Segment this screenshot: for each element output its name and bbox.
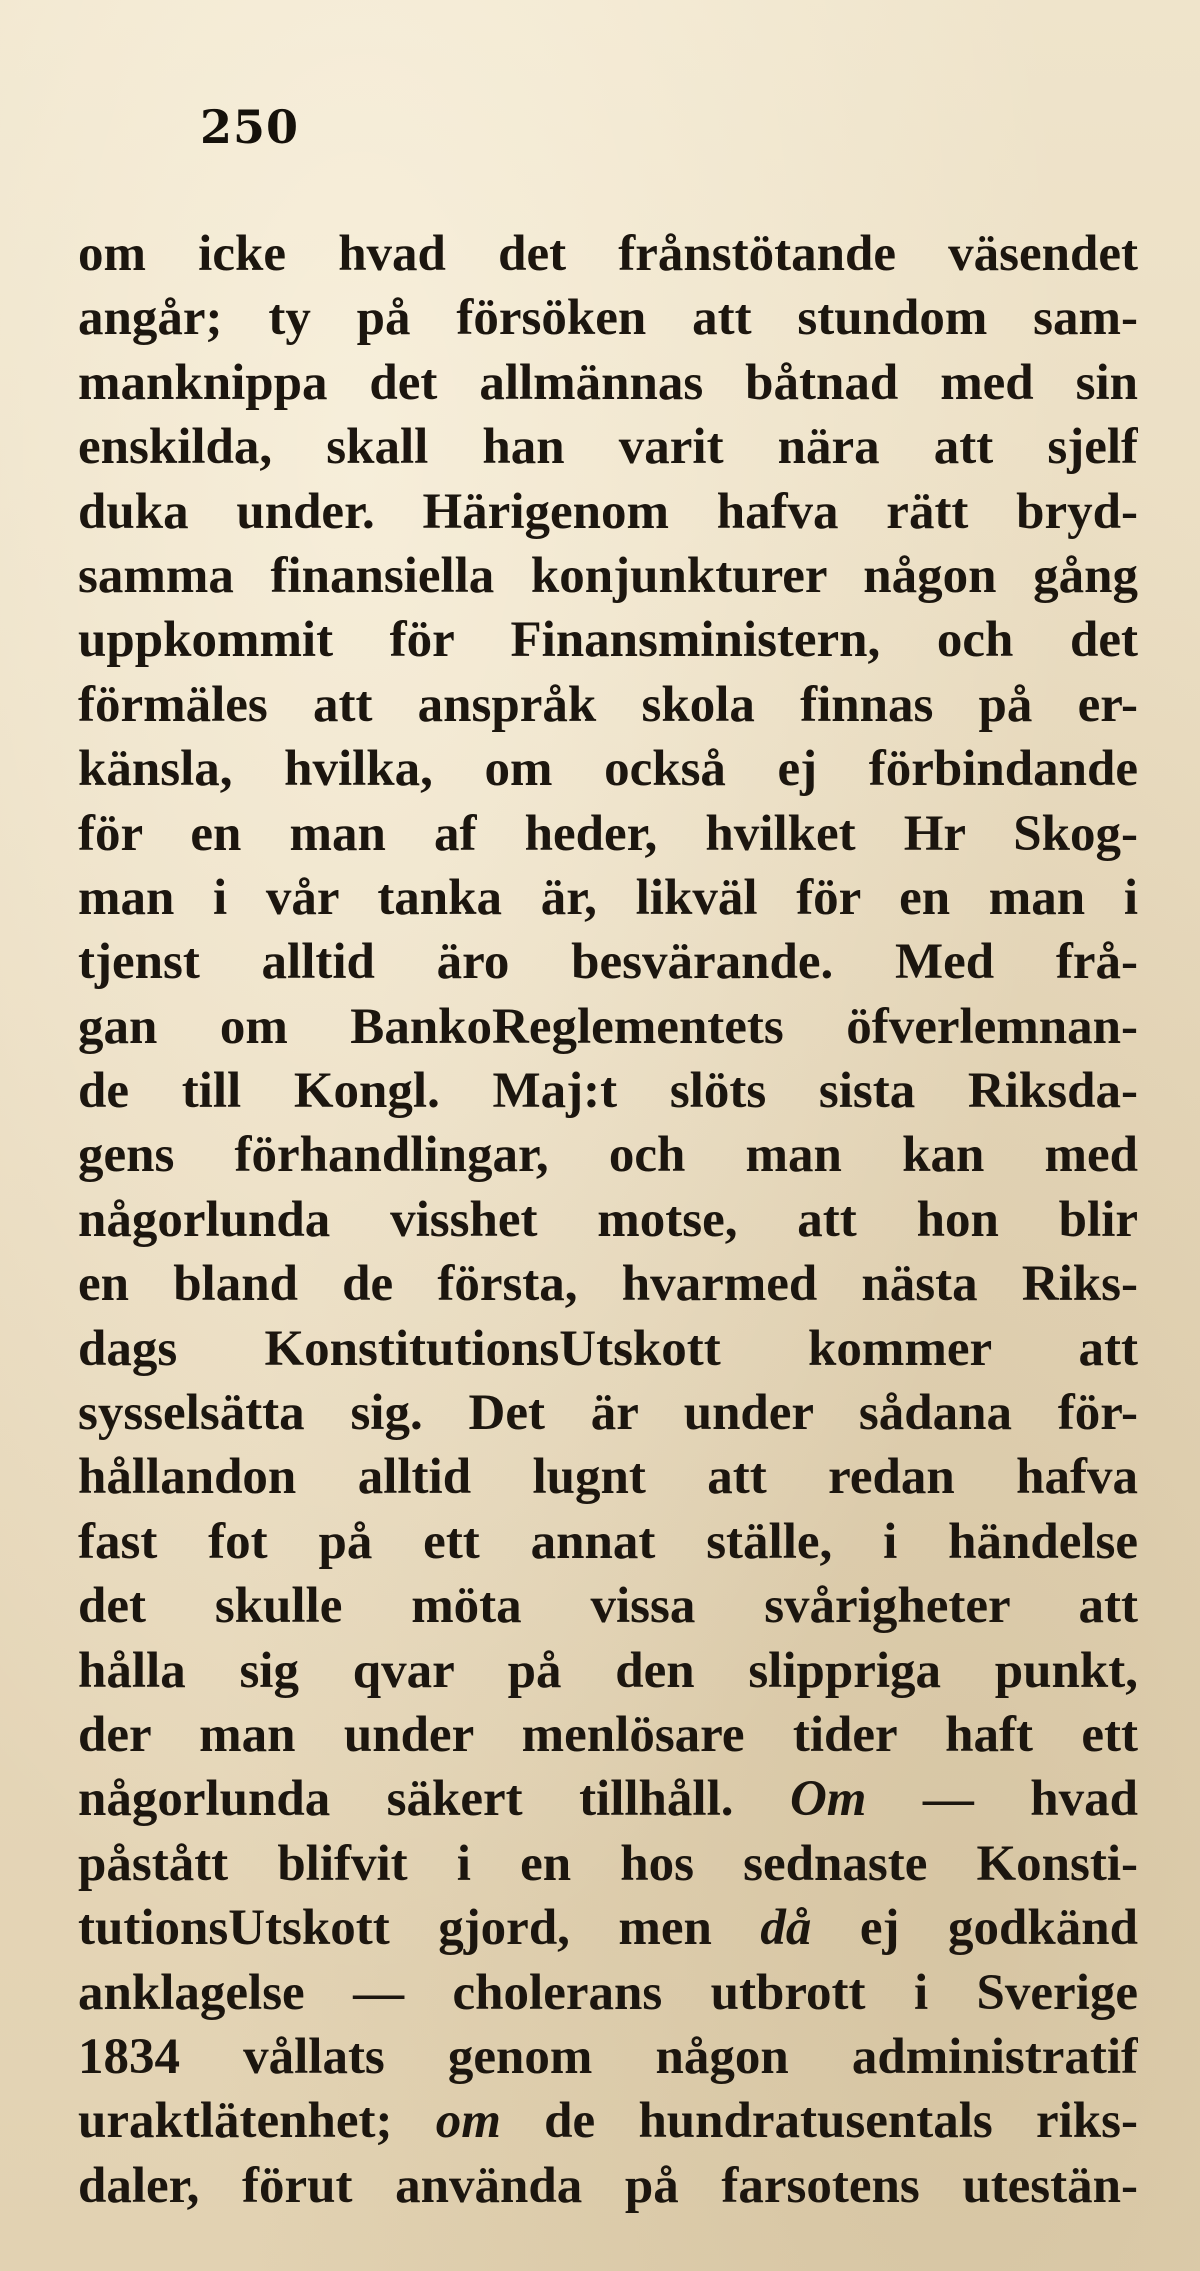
text-segment: manknippa det allmännas båtnad med sin [78,354,1138,411]
text-line [78,1703,1138,1767]
text-segment: enskilda, skall han varit nära att sjelf [78,419,1138,476]
text-line [78,866,1138,930]
text-segment: hållandon alltid lugnt att redan hafva [78,1449,1138,1506]
text-line [78,1574,1138,1638]
text-line [78,1317,1138,1381]
text-segment: om icke hvad det frånstötande väsendet [78,226,1138,282]
text-segment: gan om BankoReglementets öfverlemnan- [78,998,1138,1055]
text-line [78,286,1138,350]
text-segment: de hundratusentals riks- [500,2093,1138,2150]
text-line [78,930,1138,994]
text-segment: angår; ty på försöken att stundom sam- [78,290,1138,347]
text-line [78,1961,1138,2025]
text-segment: der man under menlösare tider haft ett [78,1706,1138,1763]
text-line [78,737,1138,801]
text-segment: en bland de första, hvarmed nästa Riks- [78,1256,1138,1313]
text-segment: uppkommit för Finansministern, och det [78,612,1138,669]
body-text [78,222,1138,2218]
text-segment: dags KonstitutionsUtskott kommer att [78,1320,1138,1377]
text-segment: 1834 vållats genom någon administratif [78,2028,1138,2085]
text-line [78,351,1138,415]
italic-segment: om [435,2093,501,2150]
text-segment: hålla sig qvar på den slippriga punkt, [78,1642,1138,1699]
text-line [78,995,1138,1059]
text-line [78,1639,1138,1703]
text-segment: sysselsätta sig. Det är under sådana för- [78,1385,1138,1442]
text-segment: uraktlätenhet; [78,2093,436,2150]
text-segment: — hvad [866,1771,1138,1828]
text-line [78,1445,1138,1509]
text-line [78,544,1138,608]
text-line [78,415,1138,479]
text-line [78,1188,1138,1252]
text-line [78,1381,1138,1445]
text-segment: daler, förut använda på farsotens utestän- [78,2157,1138,2214]
text-line [78,1896,1138,1960]
text-line [78,222,1138,286]
text-line [78,1252,1138,1316]
text-segment: det skulle möta vissa svårigheter att [78,1578,1138,1635]
text-segment: gens förhandlingar, och man kan med [78,1127,1138,1184]
text-line [78,1510,1138,1574]
text-line [78,2089,1138,2153]
text-segment: någorlunda visshet motse, att hon blir [78,1191,1138,1248]
text-line [78,1767,1138,1831]
italic-segment: då [760,1900,812,1957]
text-segment: för en man af heder, hvilket Hr Skog- [78,805,1138,862]
text-segment: ej godkänd [811,1900,1138,1957]
text-line [78,2154,1138,2218]
text-segment: samma finansiella konjunkturer någon gång [78,547,1138,604]
text-segment: duka under. Härigenom hafva rätt bryd- [78,483,1138,540]
text-segment: tutionsUtskott gjord, men [78,1900,761,1957]
text-line [78,802,1138,866]
text-segment: fast fot på ett annat ställe, i händelse [78,1513,1138,1570]
text-segment: tjenst alltid äro besvärande. Med frå- [78,934,1138,991]
text-segment: känsla, hvilka, om också ej förbindande [78,741,1138,798]
text-segment: de till Kongl. Maj:t slöts sista Riksda- [78,1063,1138,1120]
text-segment: påstått blifvit i en hos sednaste Konsti- [78,1835,1138,1892]
text-line [78,1832,1138,1896]
text-line [78,1123,1138,1187]
text-segment: förmäles att anspråk skola finnas på er- [78,676,1138,733]
page-number: 250 [200,100,300,154]
text-line [78,1059,1138,1123]
text-line [78,480,1138,544]
text-segment: anklagelse — cholerans utbrott i Sverige [78,1964,1138,2021]
text-segment: någorlunda säkert tillhåll. [78,1771,790,1828]
text-segment: man i vår tanka är, likväl för en man i [78,869,1138,926]
text-line [78,608,1138,672]
italic-segment: Om [789,1771,867,1828]
text-line [78,2025,1138,2089]
text-line [78,673,1138,737]
